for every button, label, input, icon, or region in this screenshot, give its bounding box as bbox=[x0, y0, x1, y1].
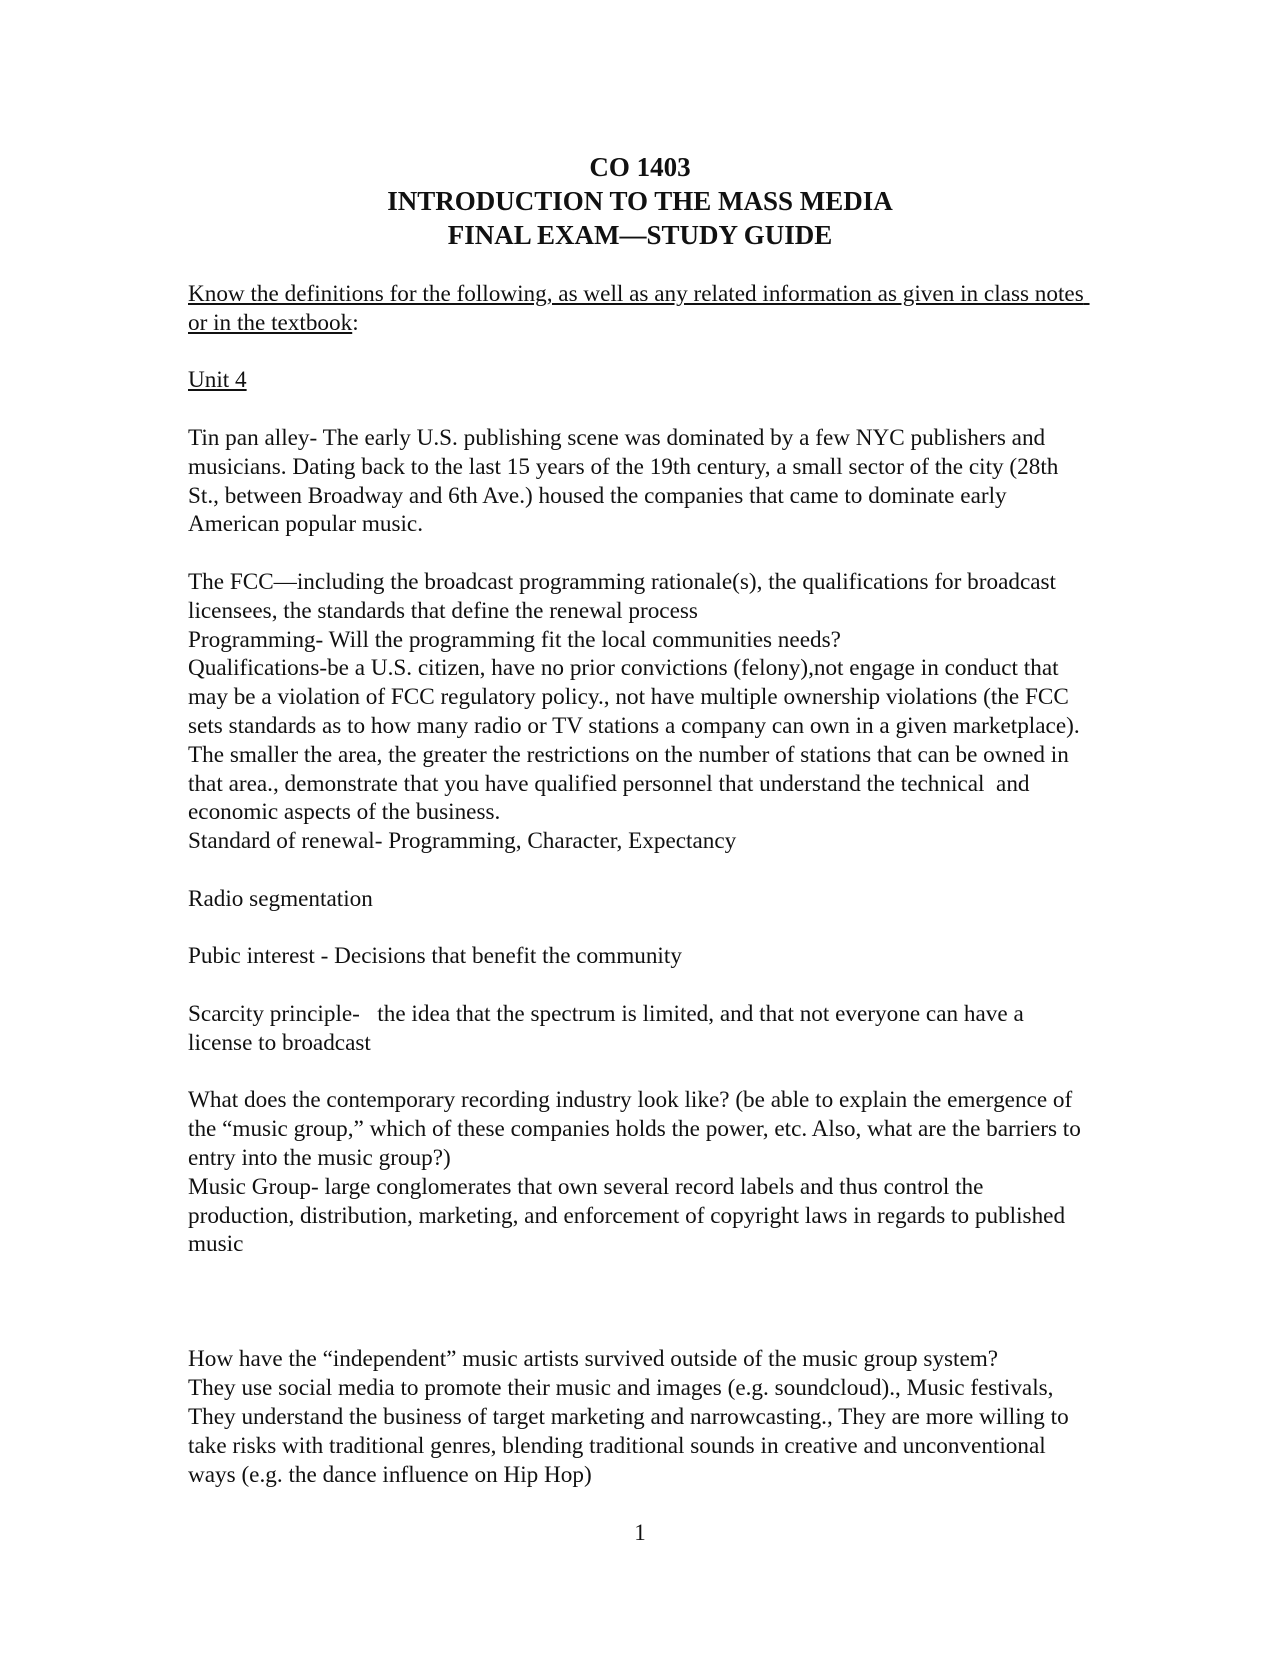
tin-pan-alley-paragraph: Tin pan alley- The early U.S. publishing scene was dominated by a few NYC publishers and musicians. Dating back to the last 15 years of the 19th century, a small sector of the city (28th St., between Broadway and 6th Ave.) housed the companies that came to dominate early American popular music. bbox=[188, 424, 1065, 538]
independent-artists-answer: They use social media to promote their music and images (e.g. soundcloud)., Music festivals, They understand the business of target marketing and narrowcasting., They are more willing to take risks with traditional genres, blending traditional sounds in creative and unconventional ways (e.g. the dance influence on Hip Hop) bbox=[188, 1375, 1075, 1488]
fcc-programming: Programming- Will the programming fit the local communities needs? bbox=[188, 626, 841, 653]
document-header bbox=[0, 150, 1280, 252]
unit-heading: Unit 4 bbox=[188, 367, 247, 394]
course-title: INTRODUCTION TO THE MASS MEDIA bbox=[387, 186, 893, 216]
fcc-renewal: Standard of renewal- Programming, Character, Expectancy bbox=[188, 828, 737, 855]
document-body bbox=[188, 280, 1088, 1489]
intro-instructions: Know the definitions for the following, as well as any related information as given in class notes or in the textbook bbox=[188, 281, 1090, 336]
fcc-qualifications: Qualifications-be a U.S. citizen, have no prior convictions (felony),not engage in conduct that may be a violation of FCC regulatory policy., not have multiple ownership violations (the FCC sets standards as to how many radio or TV stations a company can own in a given marketplace). The smaller the area, the greater the restrictions on the number of stations that can be owned in that area., demonstrate that you have qualified personnel that understand the technical and economic aspects of the business. bbox=[188, 655, 1086, 826]
exam-title: FINAL EXAM—STUDY GUIDE bbox=[447, 220, 833, 250]
recording-industry-question: What does the contemporary recording industry look like? (be able to explain the emergence of the “music group,” which of these companies holds the power, etc. Also, what are the barriers to entry into the music group?) bbox=[188, 1087, 1087, 1171]
fcc-intro: The FCC—including the broadcast programming rationale(s), the qualifications for broadcast licensees, the standards that define the renewal process bbox=[188, 568, 1062, 624]
intro-paragraph bbox=[188, 280, 1088, 338]
public-interest: Pubic interest - Decisions that benefit the community bbox=[188, 943, 682, 970]
scarcity-principle: Scarcity principle- the idea that the spectrum is limited, and that not everyone can have a license to broadcast bbox=[188, 1000, 1030, 1056]
page-number: 1 bbox=[634, 1520, 646, 1545]
intro-colon: : bbox=[352, 309, 359, 336]
radio-segmentation: Radio segmentation bbox=[188, 885, 373, 912]
independent-artists-question: How have the “independent” music artists survived outside of the music group system? bbox=[188, 1346, 999, 1373]
course-code: CO 1403 bbox=[589, 152, 691, 182]
music-group-definition: Music Group- large conglomerates that own several record labels and thus control the production, distribution, marketing, and enforcement of copyright laws in regards to published music bbox=[188, 1173, 1071, 1258]
